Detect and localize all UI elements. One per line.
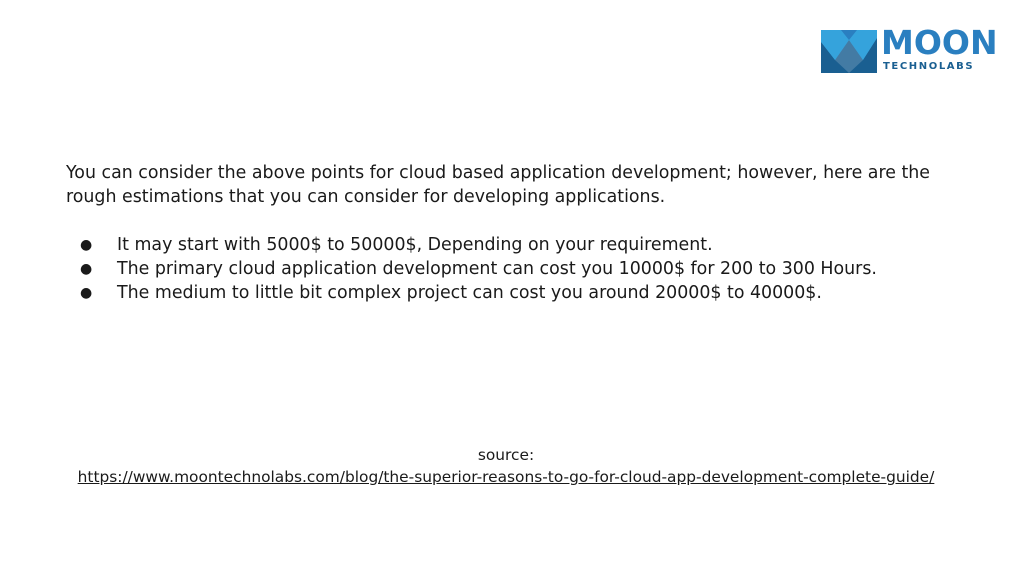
list-item <box>66 233 966 257</box>
bullet-icon: ● <box>80 261 93 277</box>
bullet-icon: ● <box>80 237 93 253</box>
logo-mark-icon <box>821 30 877 73</box>
list-item-text: The medium to little bit complex project can cost you around 20000$ to 40000$. <box>117 283 822 303</box>
moon-technolabs-logo <box>821 23 998 75</box>
list-item-text: The primary cloud application development can cost you 10000$ for 200 to 300 Hours. <box>117 259 877 279</box>
source-link[interactable]: https://www.moontechnolabs.com/blog/the-superior-reasons-to-go-for-cloud-app-development-complete-guide/ <box>77 468 935 486</box>
list-item-text: It may start with 5000$ to 50000$, Depending on your requirement. <box>117 235 713 255</box>
list-item <box>66 257 966 281</box>
list-item <box>66 281 966 305</box>
main-content <box>66 161 966 305</box>
bullet-icon: ● <box>80 285 93 301</box>
logo-subtitle: TECHNOLABS <box>883 61 975 72</box>
source-block <box>0 444 1012 488</box>
estimate-list <box>66 233 966 305</box>
logo-wordmark: MOON <box>881 23 998 62</box>
source-label: source: <box>477 446 535 464</box>
intro-paragraph: You can consider the above points for cloud based application development; however, here are the rough estimations that you can consider for developing applications. <box>66 163 931 207</box>
